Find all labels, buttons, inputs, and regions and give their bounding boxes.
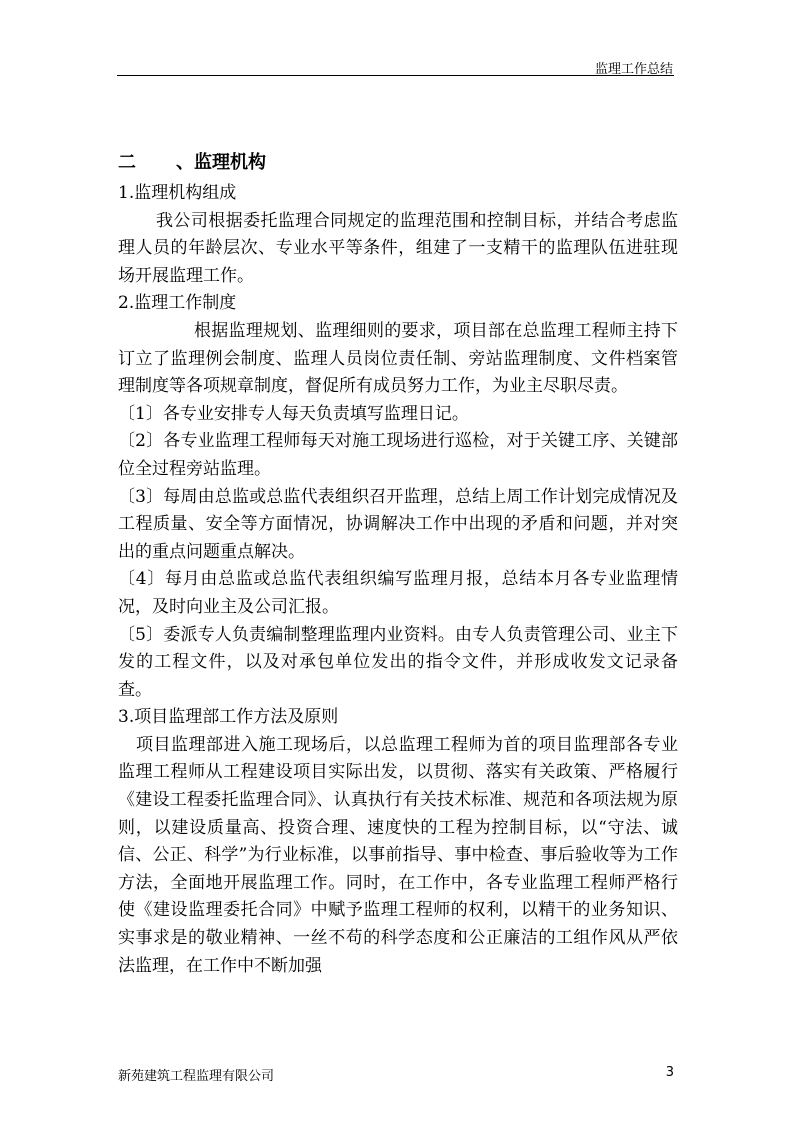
footer-company: 新苑建筑工程监理有限公司	[118, 1069, 275, 1084]
header-title: 监理工作总结	[594, 62, 673, 77]
section-title: 、监理机构	[176, 152, 266, 173]
footer-page-number: 3	[665, 1065, 674, 1080]
list-item: 〔1〕各专业安排专人每天负责填写监理日记。	[118, 403, 469, 424]
paragraph-work-system: 根据监理规划、监理细则的要求，项目部在总监理工程师主持下订立了监理例会制度、监理人员岗位责任制、旁站监理制度、文件档案管理制度等各项规章制度，督促所有成员努力工作，为业主尽职尽责。	[118, 320, 678, 397]
paragraph-methods: 项目监理部进入施工现场后，以总监理工程师为首的项目监理部各专业监理工程师从工程建设项目实际出发，以贯彻、落实有关政策、严格履行《建设工程委托监理合同》、认真执行有关技术标准、规范和各项法规为原则，以建设质量高、投资合理、速度快的工程为控制目标，以“守法、诚信、公正、科学”为行业标准，以事前指导、事中检查、事后验收等为工作方法，全面地开展监理工作。同时，在工作中，各专业监理工程师严格行使《建设监理委托合同》中赋予监理工程师的权利，以精干的业务知识、实事求是的敬业精神、一丝不苟的科学态度和公正廉洁的工组作风从严依法监理，在工作中不断加强	[118, 734, 678, 976]
paragraph-organization: 我公司根据委托监理合同规定的监理范围和控制目标，并结合考虑监理人员的年龄层次、专业水平等条件，组建了一支精干的监理队伍进驻现场开展监理工作。	[118, 210, 678, 286]
list-item: 〔3〕每周由总监或总监代表组织召开监理，总结上周工作计划完成情况及工程质量、安全等方面情况，协调解决工作中出现的矛盾和问题，并对突出的重点问题重点解决。	[118, 486, 678, 562]
page-body	[118, 146, 678, 980]
subsection-title-3: 3.项目监理部工作方法及原则	[118, 707, 339, 728]
subsection-title-2: 2.监理工作制度	[118, 293, 237, 314]
list-item: 〔4〕每月由总监或总监代表组织编写监理月报，总结本月各专业监理情况，及时向业主及公司汇报。	[118, 569, 678, 617]
list-item: 〔5〕委派专人负责编制整理监理内业资料。由专人负责管理公司、业主下发的工程文件，以及对承包单位发出的指令文件，并形成收发文记录备查。	[118, 624, 678, 700]
list-item: 〔2〕各专业监理工程师每天对施工现场进行巡检，对于关键工序、关键部位全过程旁站监理。	[118, 431, 678, 479]
section-heading	[118, 146, 678, 180]
header-rule	[117, 75, 674, 76]
subsection-title-1: 1.监理机构组成	[118, 183, 237, 203]
section-number: 二	[118, 152, 136, 173]
